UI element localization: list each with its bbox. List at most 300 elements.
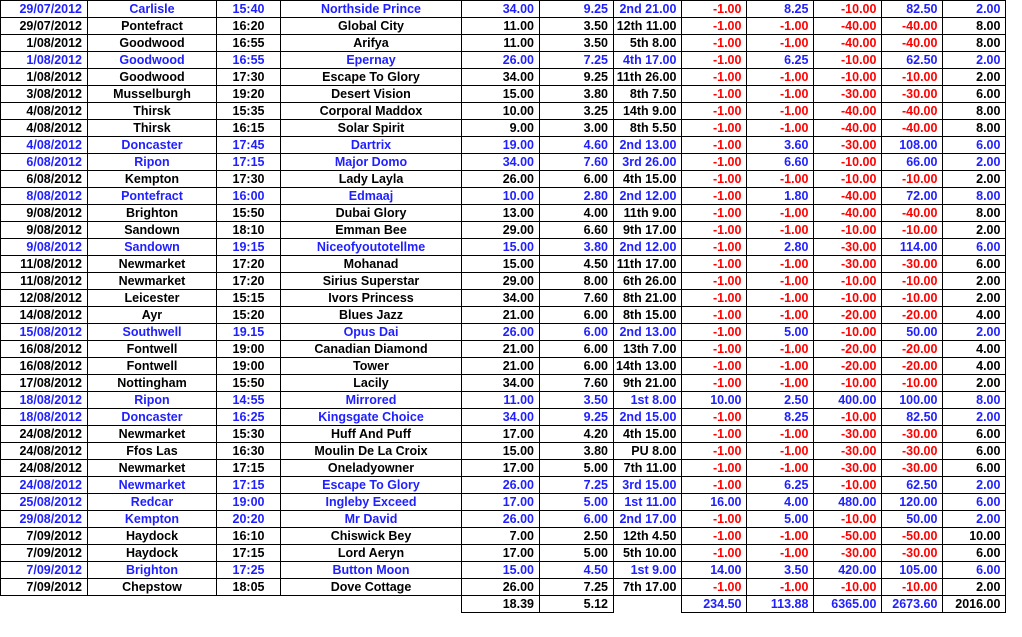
time-cell[interactable]: 17:20 [217,273,281,290]
stake-cell[interactable]: 10.00 [943,528,1006,545]
odds-cell[interactable]: 17.00 [462,494,540,511]
stake-cell[interactable]: 6.00 [943,545,1006,562]
place-return-cell[interactable]: -1.00 [747,256,814,273]
horse-cell[interactable]: Canadian Diamond [281,341,462,358]
place-stake-cell[interactable]: 62.50 [882,52,943,69]
horse-cell[interactable]: Niceofyoutotellme [281,239,462,256]
odds-cell[interactable]: 15.00 [462,443,540,460]
course-cell[interactable]: Musselburgh [88,86,217,103]
odds-cell[interactable]: 7.00 [462,528,540,545]
odds-cell[interactable]: 19.00 [462,137,540,154]
date-cell[interactable]: 29/07/2012 [1,18,88,35]
stake-cell[interactable]: 8.00 [943,188,1006,205]
place-return-cell[interactable]: -1.00 [747,69,814,86]
win-stake-cell[interactable]: -30.00 [814,426,882,443]
place-odds-cell[interactable]: 6.00 [540,171,614,188]
place-odds-cell[interactable]: 3.25 [540,103,614,120]
horse-cell[interactable]: Major Domo [281,154,462,171]
date-cell[interactable]: 15/08/2012 [1,324,88,341]
place-odds-cell[interactable]: 7.60 [540,290,614,307]
course-cell[interactable]: Pontefract [88,18,217,35]
course-cell[interactable]: Kempton [88,511,217,528]
result-cell[interactable]: 6th 26.00 [614,273,682,290]
time-cell[interactable]: 17:15 [217,460,281,477]
time-cell[interactable]: 17:30 [217,171,281,188]
result-cell[interactable]: 3rd 15.00 [614,477,682,494]
stake-cell[interactable]: 8.00 [943,392,1006,409]
odds-cell[interactable]: 34.00 [462,1,540,18]
place-return-cell[interactable]: 6.60 [747,154,814,171]
place-stake-cell[interactable]: -10.00 [882,69,943,86]
horse-cell[interactable]: Dartrix [281,137,462,154]
place-odds-cell[interactable]: 6.00 [540,307,614,324]
horse-cell[interactable]: Northside Prince [281,1,462,18]
win-return-cell[interactable]: -1.00 [682,273,747,290]
date-cell[interactable]: 14/08/2012 [1,307,88,324]
horse-cell[interactable]: Escape To Glory [281,477,462,494]
place-return-cell[interactable]: 5.00 [747,324,814,341]
place-stake-cell[interactable]: -30.00 [882,545,943,562]
odds-cell[interactable]: 21.00 [462,358,540,375]
win-stake-cell[interactable]: -10.00 [814,52,882,69]
date-cell[interactable]: 7/09/2012 [1,528,88,545]
win-stake-cell[interactable]: -10.00 [814,511,882,528]
win-return-cell[interactable]: -1.00 [682,375,747,392]
result-cell[interactable]: 12th 11.00 [614,18,682,35]
odds-cell[interactable]: 26.00 [462,579,540,596]
win-return-cell[interactable]: -1.00 [682,137,747,154]
course-cell[interactable]: Carlisle [88,1,217,18]
win-stake-cell[interactable]: -10.00 [814,222,882,239]
horse-cell[interactable]: Opus Dai [281,324,462,341]
result-cell[interactable]: 11th 9.00 [614,205,682,222]
stake-cell[interactable]: 8.00 [943,205,1006,222]
place-return-cell[interactable]: 2.50 [747,392,814,409]
odds-cell[interactable]: 17.00 [462,460,540,477]
win-stake-cell[interactable]: -40.00 [814,120,882,137]
place-odds-cell[interactable]: 2.50 [540,528,614,545]
stake-cell[interactable]: 6.00 [943,137,1006,154]
place-odds-cell[interactable]: 9.25 [540,69,614,86]
win-stake-cell[interactable]: -30.00 [814,443,882,460]
win-stake-cell[interactable]: -10.00 [814,273,882,290]
place-odds-cell[interactable]: 4.60 [540,137,614,154]
win-stake-cell[interactable]: -30.00 [814,545,882,562]
stake-cell[interactable]: 2.00 [943,273,1006,290]
place-stake-cell[interactable]: -30.00 [882,256,943,273]
time-cell[interactable]: 16:55 [217,52,281,69]
win-return-cell[interactable]: -1.00 [682,477,747,494]
time-cell[interactable]: 15:15 [217,290,281,307]
result-cell[interactable]: 2nd 13.00 [614,324,682,341]
result-cell[interactable]: 2nd 12.00 [614,188,682,205]
horse-cell[interactable]: Lord Aeryn [281,545,462,562]
place-return-cell[interactable]: -1.00 [747,307,814,324]
stake-cell[interactable]: 2.00 [943,290,1006,307]
result-cell[interactable]: 11th 17.00 [614,256,682,273]
date-cell[interactable]: 6/08/2012 [1,154,88,171]
time-cell[interactable]: 17:30 [217,69,281,86]
date-cell[interactable]: 16/08/2012 [1,358,88,375]
horse-cell[interactable]: Arifya [281,35,462,52]
date-cell[interactable]: 12/08/2012 [1,290,88,307]
place-stake-cell[interactable]: -10.00 [882,375,943,392]
stake-cell[interactable]: 4.00 [943,358,1006,375]
result-cell[interactable]: 2nd 21.00 [614,1,682,18]
horse-cell[interactable]: Sirius Superstar [281,273,462,290]
date-cell[interactable]: 7/09/2012 [1,545,88,562]
result-cell[interactable]: 11th 26.00 [614,69,682,86]
totals-avg-place[interactable]: 5.12 [540,596,614,613]
place-odds-cell[interactable]: 7.60 [540,375,614,392]
win-return-cell[interactable]: -1.00 [682,256,747,273]
course-cell[interactable]: Chepstow [88,579,217,596]
stake-cell[interactable]: 6.00 [943,239,1006,256]
date-cell[interactable]: 18/08/2012 [1,392,88,409]
place-return-cell[interactable]: 3.60 [747,137,814,154]
place-return-cell[interactable]: -1.00 [747,528,814,545]
odds-cell[interactable]: 34.00 [462,409,540,426]
totals-place[interactable]: 113.88 [747,596,814,613]
date-cell[interactable]: 7/09/2012 [1,562,88,579]
date-cell[interactable]: 25/08/2012 [1,494,88,511]
horse-cell[interactable]: Escape To Glory [281,69,462,86]
odds-cell[interactable]: 21.00 [462,307,540,324]
course-cell[interactable]: Nottingham [88,375,217,392]
date-cell[interactable]: 1/08/2012 [1,69,88,86]
stake-cell[interactable]: 2.00 [943,171,1006,188]
odds-cell[interactable]: 17.00 [462,545,540,562]
odds-cell[interactable]: 34.00 [462,69,540,86]
totals-stake-place[interactable]: 2673.60 [882,596,943,613]
odds-cell[interactable]: 9.00 [462,120,540,137]
date-cell[interactable]: 4/08/2012 [1,120,88,137]
place-return-cell[interactable]: 6.25 [747,52,814,69]
course-cell[interactable]: Ripon [88,154,217,171]
win-stake-cell[interactable]: -40.00 [814,188,882,205]
win-return-cell[interactable]: -1.00 [682,154,747,171]
win-stake-cell[interactable]: -30.00 [814,460,882,477]
course-cell[interactable]: Thirsk [88,103,217,120]
place-stake-cell[interactable]: -40.00 [882,205,943,222]
result-cell[interactable]: 8th 5.50 [614,120,682,137]
place-stake-cell[interactable]: -30.00 [882,86,943,103]
date-cell[interactable]: 24/08/2012 [1,477,88,494]
date-cell[interactable]: 29/07/2012 [1,1,88,18]
odds-cell[interactable]: 26.00 [462,511,540,528]
time-cell[interactable]: 19.15 [217,324,281,341]
place-return-cell[interactable]: -1.00 [747,273,814,290]
stake-cell[interactable]: 2.00 [943,477,1006,494]
horse-cell[interactable]: Corporal Maddox [281,103,462,120]
result-cell[interactable]: 8th 7.50 [614,86,682,103]
win-return-cell[interactable]: 10.00 [682,392,747,409]
place-return-cell[interactable]: 8.25 [747,409,814,426]
place-stake-cell[interactable]: -10.00 [882,273,943,290]
course-cell[interactable]: Newmarket [88,256,217,273]
date-cell[interactable]: 18/08/2012 [1,409,88,426]
place-stake-cell[interactable]: 100.00 [882,392,943,409]
win-stake-cell[interactable]: -40.00 [814,35,882,52]
course-cell[interactable]: Goodwood [88,52,217,69]
date-cell[interactable]: 4/08/2012 [1,137,88,154]
odds-cell[interactable]: 15.00 [462,562,540,579]
stake-cell[interactable]: 6.00 [943,426,1006,443]
place-odds-cell[interactable]: 7.60 [540,154,614,171]
time-cell[interactable]: 15:35 [217,103,281,120]
place-stake-cell[interactable]: -30.00 [882,443,943,460]
place-odds-cell[interactable]: 3.50 [540,18,614,35]
stake-cell[interactable]: 6.00 [943,86,1006,103]
win-return-cell[interactable]: 16.00 [682,494,747,511]
place-stake-cell[interactable]: -10.00 [882,171,943,188]
win-return-cell[interactable]: -1.00 [682,222,747,239]
odds-cell[interactable]: 26.00 [462,52,540,69]
place-odds-cell[interactable]: 3.00 [540,120,614,137]
course-cell[interactable]: Newmarket [88,426,217,443]
place-return-cell[interactable]: -1.00 [747,426,814,443]
place-odds-cell[interactable]: 6.00 [540,511,614,528]
course-cell[interactable]: Ayr [88,307,217,324]
course-cell[interactable]: Newmarket [88,460,217,477]
win-return-cell[interactable]: -1.00 [682,1,747,18]
date-cell[interactable]: 4/08/2012 [1,103,88,120]
place-return-cell[interactable]: 4.00 [747,494,814,511]
place-return-cell[interactable]: -1.00 [747,222,814,239]
place-return-cell[interactable]: -1.00 [747,35,814,52]
stake-cell[interactable]: 6.00 [943,443,1006,460]
win-stake-cell[interactable]: 480.00 [814,494,882,511]
date-cell[interactable]: 9/08/2012 [1,205,88,222]
place-return-cell[interactable]: -1.00 [747,341,814,358]
result-cell[interactable]: 7th 11.00 [614,460,682,477]
horse-cell[interactable]: Global City [281,18,462,35]
horse-cell[interactable]: Ivors Princess [281,290,462,307]
date-cell[interactable]: 29/08/2012 [1,511,88,528]
stake-cell[interactable]: 2.00 [943,324,1006,341]
odds-cell[interactable]: 10.00 [462,103,540,120]
result-cell[interactable]: 3rd 26.00 [614,154,682,171]
time-cell[interactable]: 17:15 [217,477,281,494]
course-cell[interactable]: Newmarket [88,273,217,290]
win-return-cell[interactable]: -1.00 [682,103,747,120]
date-cell[interactable]: 3/08/2012 [1,86,88,103]
time-cell[interactable]: 18:10 [217,222,281,239]
win-return-cell[interactable]: -1.00 [682,579,747,596]
win-stake-cell[interactable]: -30.00 [814,239,882,256]
win-return-cell[interactable]: -1.00 [682,171,747,188]
date-cell[interactable]: 16/08/2012 [1,341,88,358]
horse-cell[interactable]: Dubai Glory [281,205,462,222]
result-cell[interactable]: 14th 13.00 [614,358,682,375]
place-return-cell[interactable]: -1.00 [747,205,814,222]
odds-cell[interactable]: 26.00 [462,324,540,341]
course-cell[interactable]: Pontefract [88,188,217,205]
time-cell[interactable]: 16:15 [217,120,281,137]
result-cell[interactable]: 7th 17.00 [614,579,682,596]
date-cell[interactable]: 11/08/2012 [1,256,88,273]
horse-cell[interactable]: Oneladyowner [281,460,462,477]
place-stake-cell[interactable]: 50.00 [882,324,943,341]
totals-avg-odds[interactable]: 18.39 [462,596,540,613]
place-odds-cell[interactable]: 9.25 [540,1,614,18]
win-stake-cell[interactable]: -10.00 [814,290,882,307]
stake-cell[interactable]: 2.00 [943,222,1006,239]
odds-cell[interactable]: 15.00 [462,86,540,103]
horse-cell[interactable]: Lacily [281,375,462,392]
date-cell[interactable]: 1/08/2012 [1,35,88,52]
horse-cell[interactable]: Solar Spirit [281,120,462,137]
place-stake-cell[interactable]: -40.00 [882,120,943,137]
stake-cell[interactable]: 8.00 [943,35,1006,52]
place-odds-cell[interactable]: 6.00 [540,341,614,358]
course-cell[interactable]: Kempton [88,171,217,188]
result-cell[interactable]: 4th 15.00 [614,171,682,188]
win-return-cell[interactable]: -1.00 [682,324,747,341]
course-cell[interactable]: Doncaster [88,409,217,426]
odds-cell[interactable]: 34.00 [462,290,540,307]
horse-cell[interactable]: Edmaaj [281,188,462,205]
place-stake-cell[interactable]: -10.00 [882,222,943,239]
course-cell[interactable]: Fontwell [88,341,217,358]
win-return-cell[interactable]: -1.00 [682,460,747,477]
date-cell[interactable]: 6/08/2012 [1,171,88,188]
horse-cell[interactable]: Kingsgate Choice [281,409,462,426]
win-stake-cell[interactable]: 400.00 [814,392,882,409]
stake-cell[interactable]: 2.00 [943,52,1006,69]
place-stake-cell[interactable]: 82.50 [882,1,943,18]
course-cell[interactable]: Doncaster [88,137,217,154]
stake-cell[interactable]: 8.00 [943,103,1006,120]
time-cell[interactable]: 16:30 [217,443,281,460]
place-stake-cell[interactable]: -30.00 [882,426,943,443]
result-cell[interactable]: 5th 8.00 [614,35,682,52]
time-cell[interactable]: 19:15 [217,239,281,256]
result-cell[interactable]: 2nd 17.00 [614,511,682,528]
course-cell[interactable]: Haydock [88,528,217,545]
win-return-cell[interactable]: -1.00 [682,120,747,137]
result-cell[interactable]: 2nd 15.00 [614,409,682,426]
place-return-cell[interactable]: -1.00 [747,358,814,375]
place-odds-cell[interactable]: 3.50 [540,392,614,409]
place-stake-cell[interactable]: -30.00 [882,460,943,477]
win-stake-cell[interactable]: -30.00 [814,256,882,273]
place-odds-cell[interactable]: 7.25 [540,477,614,494]
win-stake-cell[interactable]: -10.00 [814,409,882,426]
totals-stake[interactable]: 2016.00 [943,596,1006,613]
win-return-cell[interactable]: -1.00 [682,307,747,324]
horse-cell[interactable]: Button Moon [281,562,462,579]
win-stake-cell[interactable]: -10.00 [814,171,882,188]
result-cell[interactable]: 2nd 13.00 [614,137,682,154]
time-cell[interactable]: 18:05 [217,579,281,596]
time-cell[interactable]: 16:25 [217,409,281,426]
place-return-cell[interactable]: -1.00 [747,290,814,307]
horse-cell[interactable]: Huff And Puff [281,426,462,443]
course-cell[interactable]: Sandown [88,239,217,256]
place-stake-cell[interactable]: -50.00 [882,528,943,545]
win-stake-cell[interactable]: -30.00 [814,86,882,103]
win-return-cell[interactable]: -1.00 [682,290,747,307]
place-return-cell[interactable]: 2.80 [747,239,814,256]
time-cell[interactable]: 17:45 [217,137,281,154]
odds-cell[interactable]: 26.00 [462,477,540,494]
stake-cell[interactable]: 6.00 [943,494,1006,511]
stake-cell[interactable]: 2.00 [943,409,1006,426]
result-cell[interactable]: 9th 17.00 [614,222,682,239]
place-return-cell[interactable]: -1.00 [747,120,814,137]
place-odds-cell[interactable]: 5.00 [540,545,614,562]
result-cell[interactable]: 8th 21.00 [614,290,682,307]
place-odds-cell[interactable]: 9.25 [540,409,614,426]
time-cell[interactable]: 15:20 [217,307,281,324]
course-cell[interactable]: Brighton [88,562,217,579]
stake-cell[interactable]: 8.00 [943,18,1006,35]
date-cell[interactable]: 11/08/2012 [1,273,88,290]
win-stake-cell[interactable]: -10.00 [814,154,882,171]
win-stake-cell[interactable]: -20.00 [814,307,882,324]
course-cell[interactable]: Ripon [88,392,217,409]
place-stake-cell[interactable]: 66.00 [882,154,943,171]
odds-cell[interactable]: 11.00 [462,35,540,52]
odds-cell[interactable]: 15.00 [462,239,540,256]
place-odds-cell[interactable]: 3.80 [540,443,614,460]
win-return-cell[interactable]: -1.00 [682,409,747,426]
win-stake-cell[interactable]: -20.00 [814,341,882,358]
time-cell[interactable]: 15:30 [217,426,281,443]
win-stake-cell[interactable]: -40.00 [814,18,882,35]
stake-cell[interactable]: 2.00 [943,69,1006,86]
odds-cell[interactable]: 11.00 [462,18,540,35]
result-cell[interactable]: 1st 9.00 [614,562,682,579]
result-cell[interactable]: 1st 8.00 [614,392,682,409]
time-cell[interactable]: 19:00 [217,358,281,375]
place-stake-cell[interactable]: 120.00 [882,494,943,511]
course-cell[interactable]: Redcar [88,494,217,511]
course-cell[interactable]: Ffos Las [88,443,217,460]
win-stake-cell[interactable]: 420.00 [814,562,882,579]
place-stake-cell[interactable]: -10.00 [882,579,943,596]
stake-cell[interactable]: 6.00 [943,256,1006,273]
date-cell[interactable]: 24/08/2012 [1,426,88,443]
date-cell[interactable]: 9/08/2012 [1,239,88,256]
result-cell[interactable]: 9th 21.00 [614,375,682,392]
win-return-cell[interactable]: -1.00 [682,35,747,52]
win-stake-cell[interactable]: -10.00 [814,324,882,341]
place-stake-cell[interactable]: -20.00 [882,341,943,358]
time-cell[interactable]: 16:10 [217,528,281,545]
win-stake-cell[interactable]: -10.00 [814,477,882,494]
win-stake-cell[interactable]: -20.00 [814,358,882,375]
place-return-cell[interactable]: -1.00 [747,18,814,35]
place-stake-cell[interactable]: 108.00 [882,137,943,154]
horse-cell[interactable]: Mohanad [281,256,462,273]
date-cell[interactable]: 24/08/2012 [1,443,88,460]
horse-cell[interactable]: Mirrored [281,392,462,409]
date-cell[interactable]: 1/08/2012 [1,52,88,69]
place-odds-cell[interactable]: 3.80 [540,239,614,256]
place-stake-cell[interactable]: 82.50 [882,409,943,426]
place-stake-cell[interactable]: 114.00 [882,239,943,256]
win-return-cell[interactable]: -1.00 [682,69,747,86]
horse-cell[interactable]: Chiswick Bey [281,528,462,545]
stake-cell[interactable]: 8.00 [943,120,1006,137]
date-cell[interactable]: 24/08/2012 [1,460,88,477]
time-cell[interactable]: 17:15 [217,545,281,562]
stake-cell[interactable]: 2.00 [943,154,1006,171]
time-cell[interactable]: 15:50 [217,375,281,392]
time-cell[interactable]: 16:00 [217,188,281,205]
